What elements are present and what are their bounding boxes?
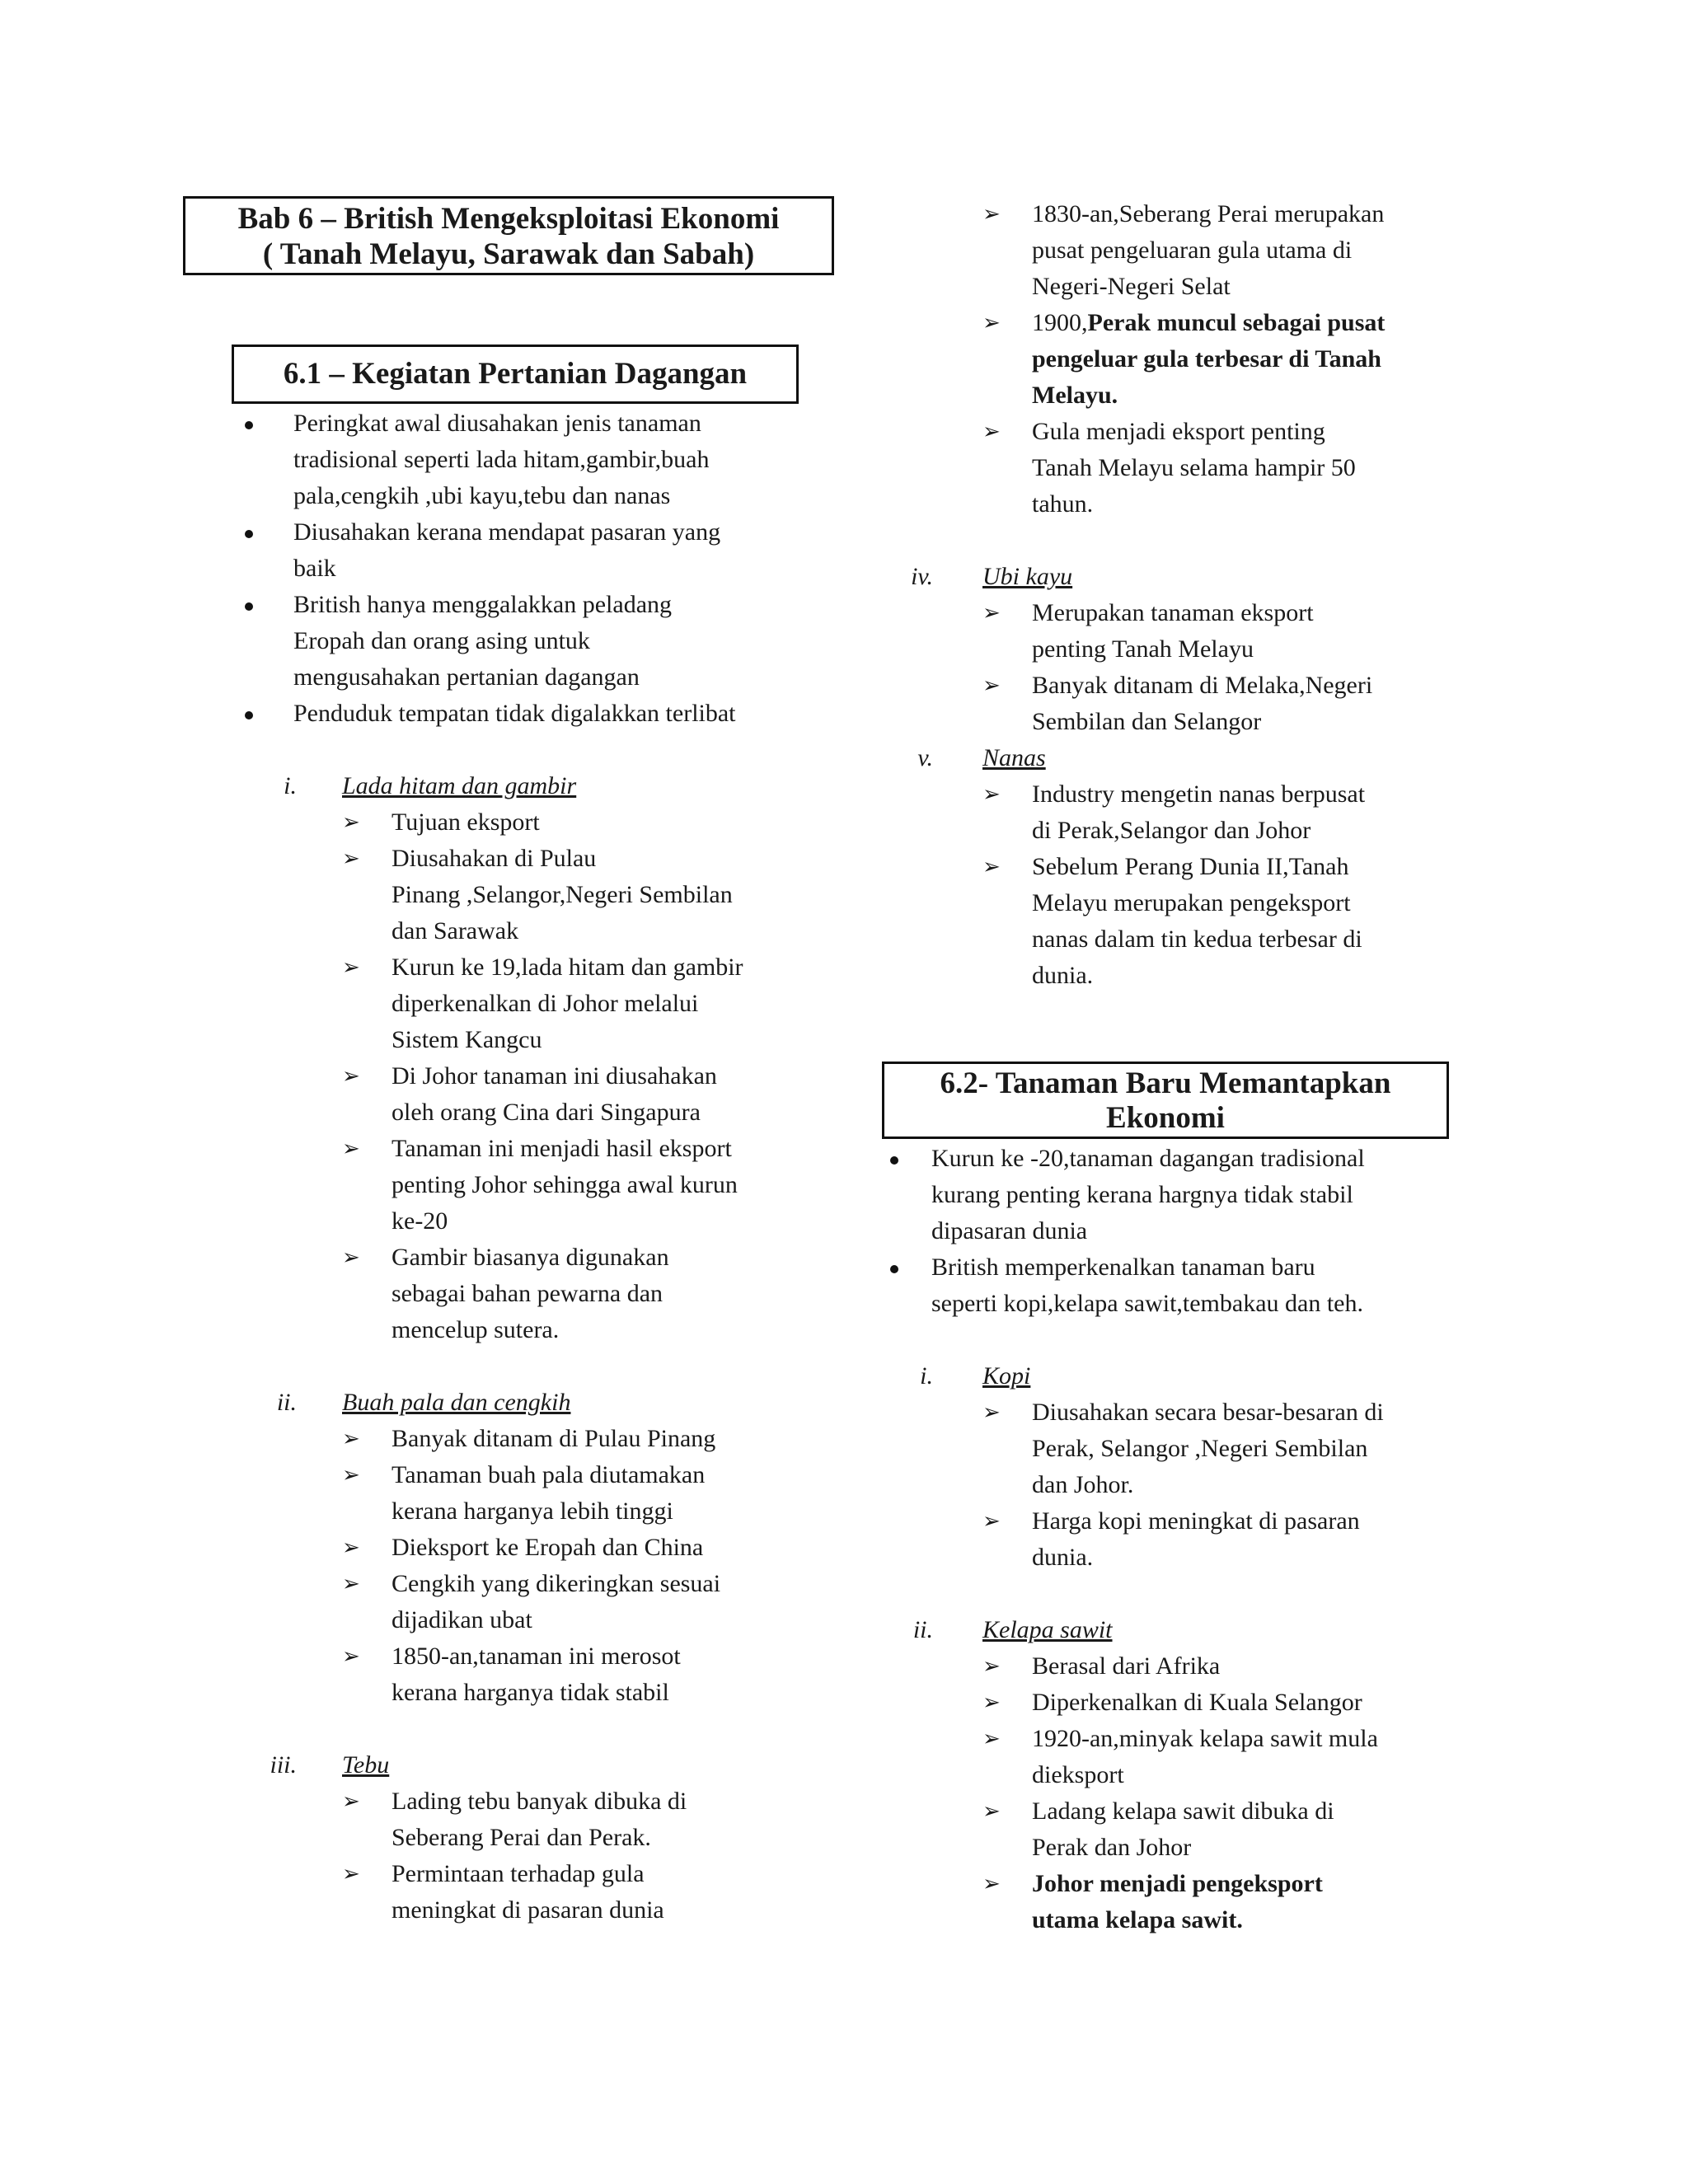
sub-numeral: ii. [912,1616,933,1643]
arrow-bullet-icon: ➢ [982,601,1001,626]
sub-title: Nanas [982,744,1046,771]
arrow-bullet-icon: ➢ [982,782,1001,807]
point-text: Harga kopi meningkat di pasaran [1032,1507,1360,1535]
point-text: 1850-an,tanaman ini merosot [392,1643,681,1670]
bullet-text: pala,cengkih ,ubi kayu,tebu dan nanas [293,482,671,509]
chapter-title-box [183,196,834,275]
point-bold: pengeluar gula terbesar di Tanah [1032,345,1381,373]
arrow-bullet-icon: ➢ [982,1799,1001,1824]
arrow-bullet-icon: ➢ [342,1862,360,1886]
point-prefix: 1900, [1032,309,1088,336]
point-text: penting Tanah Melayu [1032,635,1254,663]
arrow-bullet-icon: ➢ [342,955,360,980]
bullet-dot-icon [890,1265,898,1273]
point-text: penting Johor sehingga awal kurun [392,1171,738,1198]
arrow-bullet-icon: ➢ [342,1644,360,1669]
bullet-text: Diusahakan kerana mendapat pasaran yang [293,518,721,546]
point-text: dunia. [1032,1544,1094,1571]
point-text: Lading tebu banyak dibuka di [392,1788,687,1815]
point-text: Merupakan tanaman eksport [1032,599,1314,626]
point-text: Berasal dari Afrika [1032,1652,1221,1680]
point-text: Melayu merupakan pengeksport [1032,889,1351,916]
arrow-bullet-icon: ➢ [342,1535,360,1560]
sub-numeral: ii. [276,1389,297,1416]
chapter-title-line2: ( Tanah Melayu, Sarawak dan Sabah) [262,237,755,271]
arrow-bullet-icon: ➢ [982,1727,1001,1751]
sub-numeral: v. [917,744,933,771]
point-text: diperkenalkan di Johor melalui [392,990,699,1017]
bullet-text: mengusahakan pertanian dagangan [293,663,640,691]
point-text: Tanaman ini menjadi hasil eksport [392,1135,732,1162]
bullet-text: dipasaran dunia [931,1217,1088,1244]
bullet-dot-icon [245,421,253,429]
sub-numeral: iii. [270,1751,297,1779]
point-text: sebagai bahan pewarna dan [392,1280,663,1307]
point-text: meningkat di pasaran dunia [392,1896,664,1924]
point-text: Diusahakan secara besar-besaran di [1032,1399,1384,1426]
point-text: oleh orang Cina dari Singapura [392,1099,701,1126]
point-text: Diperkenalkan di Kuala Selangor [1032,1689,1362,1716]
point-text: Gula menjadi eksport penting [1032,418,1325,445]
bullet-dot-icon [245,602,253,611]
sub-title: Tebu [342,1751,390,1779]
point-text: Diusahakan di Pulau [392,845,597,872]
point-text: Dieksport ke Eropah dan China [392,1534,704,1561]
point-text: dijadikan ubat [392,1606,532,1633]
point-bold: Melayu. [1032,382,1118,409]
point-text: dan Johor. [1032,1471,1134,1498]
point-text: Tanah Melayu selama hampir 50 [1032,454,1356,481]
point-text: Perak dan Johor [1032,1834,1192,1861]
sub-title: Lada hitam dan gambir [342,772,577,799]
arrow-bullet-icon: ➢ [342,810,360,835]
section2-title-line2: Ekonomi [1106,1101,1225,1135]
arrow-bullet-icon: ➢ [982,1690,1001,1715]
point-text: dan Sarawak [392,917,519,944]
point-text: mencelup sutera. [392,1316,560,1343]
arrow-bullet-icon: ➢ [342,1245,360,1270]
arrow-bullet-icon: ➢ [982,1654,1001,1679]
point-text: ke-20 [392,1207,448,1235]
point-text: 1830-an,Seberang Perai merupakan [1032,200,1385,227]
point-text: Sembilan dan Selangor [1032,708,1262,735]
bullet-text: Penduduk tempatan tidak digalakkan terlibat [293,700,736,727]
point-text: 1920-an,minyak kelapa sawit mula [1032,1725,1378,1752]
sub-numeral: i. [920,1362,933,1390]
bullet-dot-icon [245,711,253,719]
point-text: nanas dalam tin kedua terbesar di [1032,926,1362,953]
point-text: kerana harganya tidak stabil [392,1679,669,1706]
point-text: kerana harganya lebih tinggi [392,1497,673,1525]
arrow-bullet-icon: ➢ [982,1872,1001,1896]
point-text: Industry mengetin nanas berpusat [1032,780,1366,808]
arrow-bullet-icon: ➢ [982,1400,1001,1425]
bullet-text: kurang penting kerana hargnya tidak stabil [931,1181,1353,1208]
point-text: Tujuan eksport [392,808,540,836]
sub-title: Kopi [982,1362,1031,1390]
point-text: Di Johor tanaman ini diusahakan [392,1062,717,1090]
bullet-dot-icon [890,1156,898,1165]
arrow-bullet-icon: ➢ [342,846,360,871]
section2-title-line1: 6.2- Tanaman Baru Memantapkan [940,1066,1391,1100]
point-bold: Johor menjadi pengeksport [1032,1870,1323,1897]
bullet-text: Eropah dan orang asing untuk [293,627,590,654]
bullet-text: British memperkenalkan tanaman baru [931,1254,1315,1281]
point-text: Negeri-Negeri Selat [1032,273,1231,300]
arrow-bullet-icon: ➢ [982,855,1001,879]
section1-title: 6.1 – Kegiatan Pertanian Dagangan [283,357,748,391]
point-text: Sistem Kangcu [392,1026,542,1053]
bullet-text: baik [293,555,336,582]
chapter-title-line1: Bab 6 – British Mengeksploitasi Ekonomi [237,202,780,236]
arrow-bullet-icon: ➢ [342,1572,360,1596]
point-bold: Perak muncul sebagai pusat [1087,309,1386,336]
bullet-text: Peringkat awal diusahakan jenis tanaman [293,410,701,437]
point-text: di Perak,Selangor dan Johor [1032,817,1311,844]
arrow-bullet-icon: ➢ [982,1509,1001,1534]
arrow-bullet-icon: ➢ [982,202,1001,227]
point-text [1032,305,1385,341]
bullet-text: British hanya menggalakkan peladang [293,591,673,618]
point-text: Pinang ,Selangor,Negeri Sembilan [392,881,733,908]
bullet-dot-icon [245,530,253,538]
bullet-text: seperti kopi,kelapa sawit,tembakau dan teh. [931,1290,1363,1317]
bullet-text: tradisional seperti lada hitam,gambir,buah [293,446,710,473]
arrow-bullet-icon: ➢ [342,1463,360,1488]
point-text: dunia. [1032,962,1094,989]
sub-title: Ubi kayu [982,563,1073,590]
point-text: Seberang Perai dan Perak. [392,1824,651,1851]
point-text: Banyak ditanam di Pulau Pinang [392,1425,716,1452]
point-text: Kurun ke 19,lada hitam dan gambir [392,954,743,981]
point-bold: utama kelapa sawit. [1032,1906,1243,1933]
arrow-bullet-icon: ➢ [982,673,1001,698]
arrow-bullet-icon: ➢ [342,1789,360,1814]
point-text: Tanaman buah pala diutamakan [392,1461,706,1488]
arrow-bullet-icon: ➢ [982,419,1001,444]
arrow-bullet-icon: ➢ [342,1064,360,1089]
point-text: Permintaan terhadap gula [392,1860,645,1887]
point-text: pusat pengeluaran gula utama di [1032,237,1353,264]
bullet-text: Kurun ke -20,tanaman dagangan tradisional [931,1145,1365,1172]
section1-title-box [232,344,799,404]
arrow-bullet-icon: ➢ [982,311,1001,335]
point-text: Gambir biasanya digunakan [392,1244,669,1271]
point-text: tahun. [1032,490,1094,518]
arrow-bullet-icon: ➢ [342,1137,360,1161]
point-text: Perak, Selangor ,Negeri Sembilan [1032,1435,1368,1462]
point-text: dieksport [1032,1761,1124,1788]
sub-numeral: i. [284,772,297,799]
section2-title-box [882,1062,1449,1139]
point-text: Ladang kelapa sawit dibuka di [1032,1797,1334,1825]
point-text: Banyak ditanam di Melaka,Negeri [1032,672,1373,699]
arrow-bullet-icon: ➢ [342,1427,360,1451]
point-text: Sebelum Perang Dunia II,Tanah [1032,853,1349,880]
sub-title: Buah pala dan cengkih [342,1389,571,1416]
sub-numeral: iv. [911,563,933,590]
sub-title: Kelapa sawit [982,1616,1113,1643]
point-text: Cengkih yang dikeringkan sesuai [392,1570,721,1597]
